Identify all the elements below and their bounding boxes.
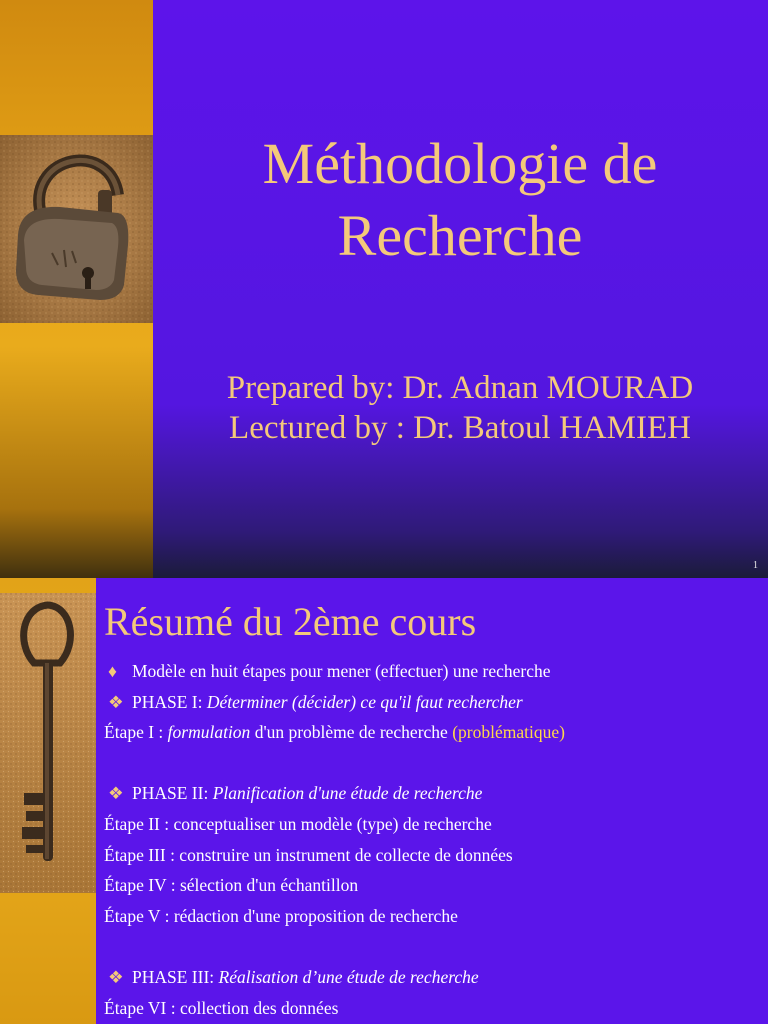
page-number: 1 bbox=[753, 560, 758, 571]
slide-body bbox=[104, 656, 764, 1023]
padlock-image bbox=[0, 135, 153, 323]
phase-3-item bbox=[104, 962, 764, 993]
etape-1-prefix: Étape I : bbox=[104, 722, 168, 743]
diamond-bullet-icon: ♦ bbox=[108, 661, 117, 681]
slide-title: Résumé du 2ème cours bbox=[104, 599, 477, 644]
key-image bbox=[0, 593, 96, 893]
intro-item bbox=[104, 656, 764, 687]
etape-4: Étape IV : sélection d'un échantillon bbox=[104, 875, 359, 896]
phase-3-label: PHASE III: bbox=[132, 966, 219, 987]
fancy-diamond-bullet-icon: ❖ bbox=[108, 691, 124, 712]
etape-1 bbox=[104, 717, 764, 748]
slide-title bbox=[160, 128, 760, 272]
etape-1-emphasis: formulation bbox=[167, 722, 251, 743]
intro-text: Modèle en huit étapes pour mener (effectuer) une recherche bbox=[132, 661, 551, 681]
etape-6: Étape VI : collection des données bbox=[104, 997, 339, 1018]
fancy-diamond-bullet-icon: ❖ bbox=[108, 783, 124, 804]
etape-1-text: d'un problème de recherche bbox=[250, 722, 453, 743]
prepared-by: Prepared by: Dr. Adnan MOURAD bbox=[226, 370, 694, 406]
title-line-1: Méthodologie de bbox=[262, 131, 658, 196]
phase-2-item bbox=[104, 778, 764, 809]
phase-1-label: PHASE I: bbox=[132, 691, 207, 712]
title-line-2: Recherche bbox=[337, 203, 583, 268]
etape-2: Étape II : conceptualiser un modèle (type) de recherche bbox=[104, 813, 492, 834]
phase-3-description: Réalisation d’une étude de recherche bbox=[218, 966, 479, 987]
slide-2 bbox=[0, 578, 768, 1024]
etape-5: Étape V : rédaction d'une proposition de recherche bbox=[104, 905, 458, 926]
phase-2-description: Planification d'une étude de recherche bbox=[212, 783, 483, 804]
credits bbox=[160, 368, 760, 448]
fancy-diamond-bullet-icon: ❖ bbox=[108, 966, 124, 987]
phase-1-description: Déterminer (décider) ce qu'il faut rechercher bbox=[206, 691, 523, 712]
phase-1-item bbox=[104, 687, 764, 718]
phase-2-label: PHASE II: bbox=[132, 783, 213, 804]
etape-1-highlight: (problématique) bbox=[452, 722, 565, 743]
etape-3: Étape III : construire un instrument de collecte de données bbox=[104, 844, 513, 865]
lectured-by: Lectured by : Dr. Batoul HAMIEH bbox=[229, 410, 691, 446]
